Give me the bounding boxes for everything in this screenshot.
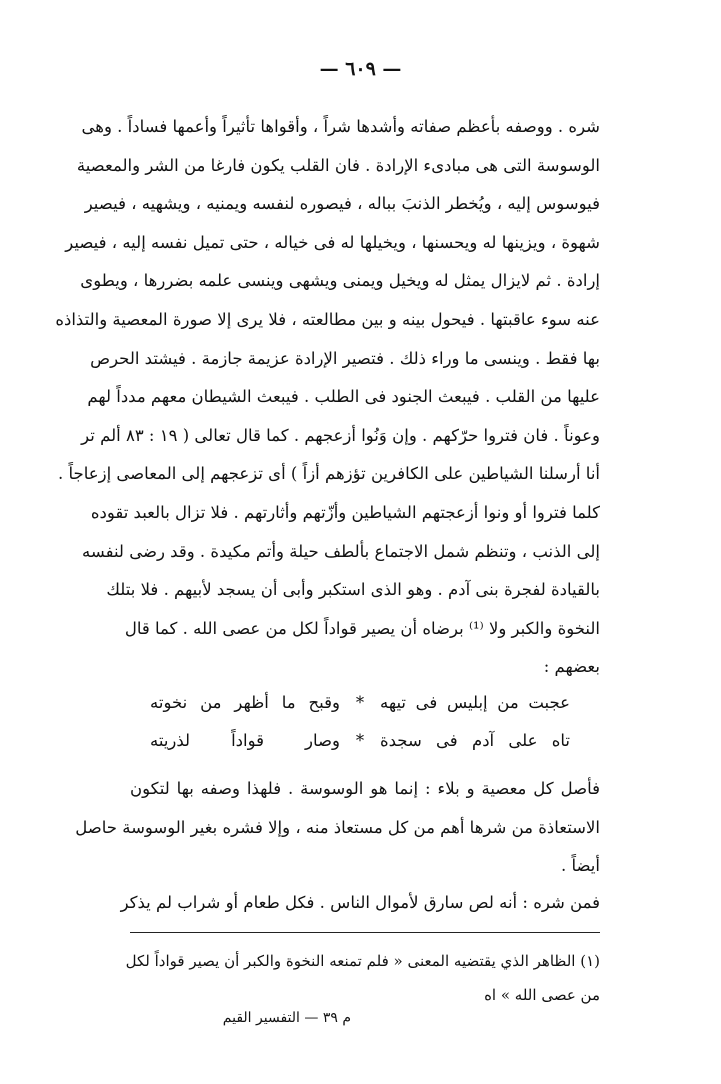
- text-line: بالقيادة لفجرة بنى آدم . وهو الذى استكبر وأبى أن يسجد لأبيهم . فلا بتلك: [106, 580, 600, 600]
- footnote-line: (١) الظاهر الذي يقتضيه المعنى « فلم تمنعه النخوة والكبر أن يصير قواداً لكل: [125, 952, 600, 970]
- verse-line: [150, 722, 570, 760]
- printer-signature: م ٣٩ — التفسير القيم: [222, 1010, 351, 1026]
- verse-second-hemistich: وقبح ما أظهر من نخوته: [150, 693, 340, 712]
- text-line: عليها من القلب . فيبعث الجنود فى الطلب . فيبعث الشيطان معهم مدداً لهم: [87, 387, 600, 407]
- poem-verses: [150, 684, 570, 760]
- text-line: كلما فتروا أو ونوا أزعجتهم الشياطين وأزّتهم وأثارتهم . فلا تزال بالعبد تقوده: [90, 502, 600, 522]
- main-paragraph: [55, 108, 600, 687]
- text-line: فأصل كل معصية و بلاء : إنما هو الوسوسة . فلهذا وصفه بها لتكون: [130, 779, 600, 798]
- second-paragraph: [75, 770, 600, 886]
- text-line: وعوناً . فان فتروا حرّكهم . وإن وَنُوا أزعجهم . كما قال تعالى ( ١٩ : ٨٣ ألم تر: [81, 425, 600, 445]
- verse-separator: *: [355, 693, 365, 712]
- text-line: بعضهم :: [543, 657, 600, 677]
- text-line: الاستعاذة من شرها أهم من كل مستعاذ منه ، وإلا فشره بغير الوسوسة حاصل: [75, 817, 600, 837]
- verse-line: [150, 684, 570, 722]
- verse-second-hemistich: وصار قواداً لذريته: [150, 731, 340, 750]
- footnote: [125, 944, 600, 1012]
- verse-separator: *: [355, 731, 365, 750]
- footnote-divider: [130, 932, 600, 933]
- text-line: شره . ووصفه بأعظم صفاته وأشدها شراً ، وأقواها تأثيراً وأعمها فساداً . وهى: [81, 117, 600, 136]
- text-line: فمن شره : أنه لص سارق لأموال الناس . فكل طعام أو شراب لم يذكر: [120, 893, 600, 912]
- text-line: الوسوسة التى هى مبادىء الإرادة . فان القلب يكون فارغا من الشر والمعصية: [76, 155, 600, 175]
- third-paragraph: [120, 884, 600, 923]
- text-line: بها فقط . وينسى ما وراء ذلك . فتصير الإرادة عزيمة جازمة . فيشتد الحرص: [90, 348, 600, 368]
- verse-first-hemistich: عجبت من إبليس فى تيهه: [380, 693, 570, 712]
- text-line: فيوسوس إليه ، ويُخطر الذنبَ بباله ، فيصوره لنفسه ويمنيه ، ويشهيه ، فيصير: [84, 194, 600, 214]
- text-line: النخوة والكبر ولا ⁽¹⁾ برضاه أن يصير قواداً لكل من عصى الله . كما قال: [124, 618, 600, 638]
- verse-first-hemistich: تاه على آدم فى سجدة: [380, 731, 570, 750]
- text-line: عنه سوء عاقبتها . فيحول بينه و بين مطالعته ، فلا يرى إلا صورة المعصية والتذاذه: [55, 309, 600, 329]
- text-line: إلى الذنب ، وتنظم شمل الاجتماع بألطف حيلة وأتم مكيدة . وقد رضى لنفسه: [82, 541, 600, 561]
- footnote-line: من عصى الله » اه: [484, 986, 600, 1004]
- text-line: أيضاً .: [560, 856, 600, 876]
- page-number: — ٦٠٩ —: [319, 58, 402, 80]
- text-line: شهوة ، ويزينها له ويحسنها ، ويخيلها له فى خياله ، حتى تميل نفسه إليه ، فيصير: [65, 232, 600, 252]
- text-line: أنا أرسلنا الشياطين على الكافرين تؤزهم أزاً ) أى تزعجهم إلى المعاصى إزعاجاً .: [58, 464, 600, 484]
- text-line: إرادة . ثم لايزال يمثل له ويخيل ويمنى ويشهى وينسى علمه بضررها ، ويطوى: [80, 271, 600, 291]
